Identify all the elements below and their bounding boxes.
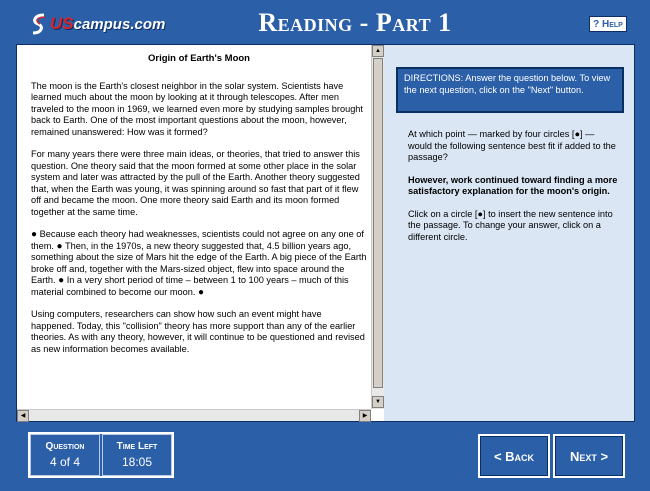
bottom-divider [0, 422, 650, 428]
passage-content[interactable] [31, 45, 367, 409]
horizontal-scrollbar[interactable] [17, 409, 371, 421]
passage-paragraph-4: Using computers, researchers can show how such an event might have happened. Today, this "collision" theory has more support than any of the earlier theories. As with any theory, however, it will continue to be questioned and revised as new information becomes available. [31, 309, 365, 354]
directions-box: DIRECTIONS: Answer the question below. To view the next question, click on the "Next" button. [396, 67, 624, 113]
insert-circle-4[interactable]: ● [198, 286, 205, 298]
passage-paragraph-3 [31, 229, 367, 298]
time-left [102, 434, 172, 476]
time-label: Time Left [116, 441, 158, 452]
vertical-scrollbar[interactable] [371, 45, 384, 409]
insert-circle-1[interactable]: ● [31, 229, 38, 240]
question-instructions: Click on a circle [●] to insert the new sentence into the passage. To change your answer, click on a different circle. [408, 208, 613, 242]
insert-sentence: However, work continued toward finding a more satisfactory explanation for the moon's origin. [408, 174, 618, 196]
page-title: Reading - Part 1 [258, 8, 452, 37]
uscampus-logo [30, 10, 165, 38]
scroll-down-icon[interactable]: ▼ [372, 396, 384, 408]
passage-title: Origin of Earth's Moon [147, 53, 250, 64]
passage-pane [17, 45, 381, 421]
insert-circle-3[interactable]: ● [58, 275, 65, 286]
question-label: Question [45, 441, 85, 452]
p3-segment-1: Because each theory had weaknesses, scientists could not agree on any one of them. [31, 229, 364, 251]
swoosh-icon [30, 12, 48, 36]
back-button[interactable]: < Back [478, 434, 550, 478]
time-value: 18:05 [121, 455, 153, 469]
question-block [408, 129, 618, 254]
help-button[interactable]: ? Help [589, 16, 627, 32]
passage-paragraph-1: The moon is the Earth's closest neighbor in the solar system. Scientists have learned much about the moon by looking at it through telescopes. After men traveled to the moon in 1969, we learned even more by studying samples brought back to Earth. One of the most important questions about the moon, however, remained unanswered: How was it formed? [31, 80, 363, 137]
main-panel [16, 44, 635, 422]
logo-text [50, 14, 165, 34]
question-prompt: At which point — marked by four circles [●] — would the following sentence best fit if added to the passage? [408, 129, 616, 162]
p3-segment-2: Then, in the 1970s, a new theory suggested that, 4.5 billion years ago, something about the size of Mars hit the edge of the Earth. A big piece of the Earth broke off and, together with the Mars-sized object, flew into space around the Earth. [31, 240, 367, 285]
logo-us: US [50, 14, 74, 33]
status-box [28, 432, 174, 478]
scroll-up-icon[interactable]: ▲ [372, 45, 384, 57]
p3-segment-3: In a very short period of time – between 1 to 100 years – much of this material combined to become our moon. [31, 275, 349, 297]
logo-rest: campus.com [73, 16, 166, 33]
question-counter [30, 434, 100, 476]
header-bar [0, 0, 650, 44]
scroll-left-icon[interactable]: ◀ [17, 410, 29, 422]
question-pane [384, 45, 634, 421]
passage-paragraph-2: For many years there were three main ideas, or theories, that tried to answer this question. One theory said that the moon formed at some other place in the solar system and later was attracted by the pull of the Earth. Another theory suggested that, when the Earth was young, it was spinning around so fast that part of it flew off and became the moon. One more theory said Earth and its moon formed together at the same time. [31, 149, 360, 217]
scroll-right-icon[interactable]: ▶ [359, 410, 371, 422]
question-value: 4 of 4 [49, 455, 81, 469]
scroll-thumb[interactable] [373, 58, 383, 388]
next-button[interactable]: Next > [553, 434, 625, 478]
insert-circle-2[interactable]: ● [56, 240, 63, 252]
